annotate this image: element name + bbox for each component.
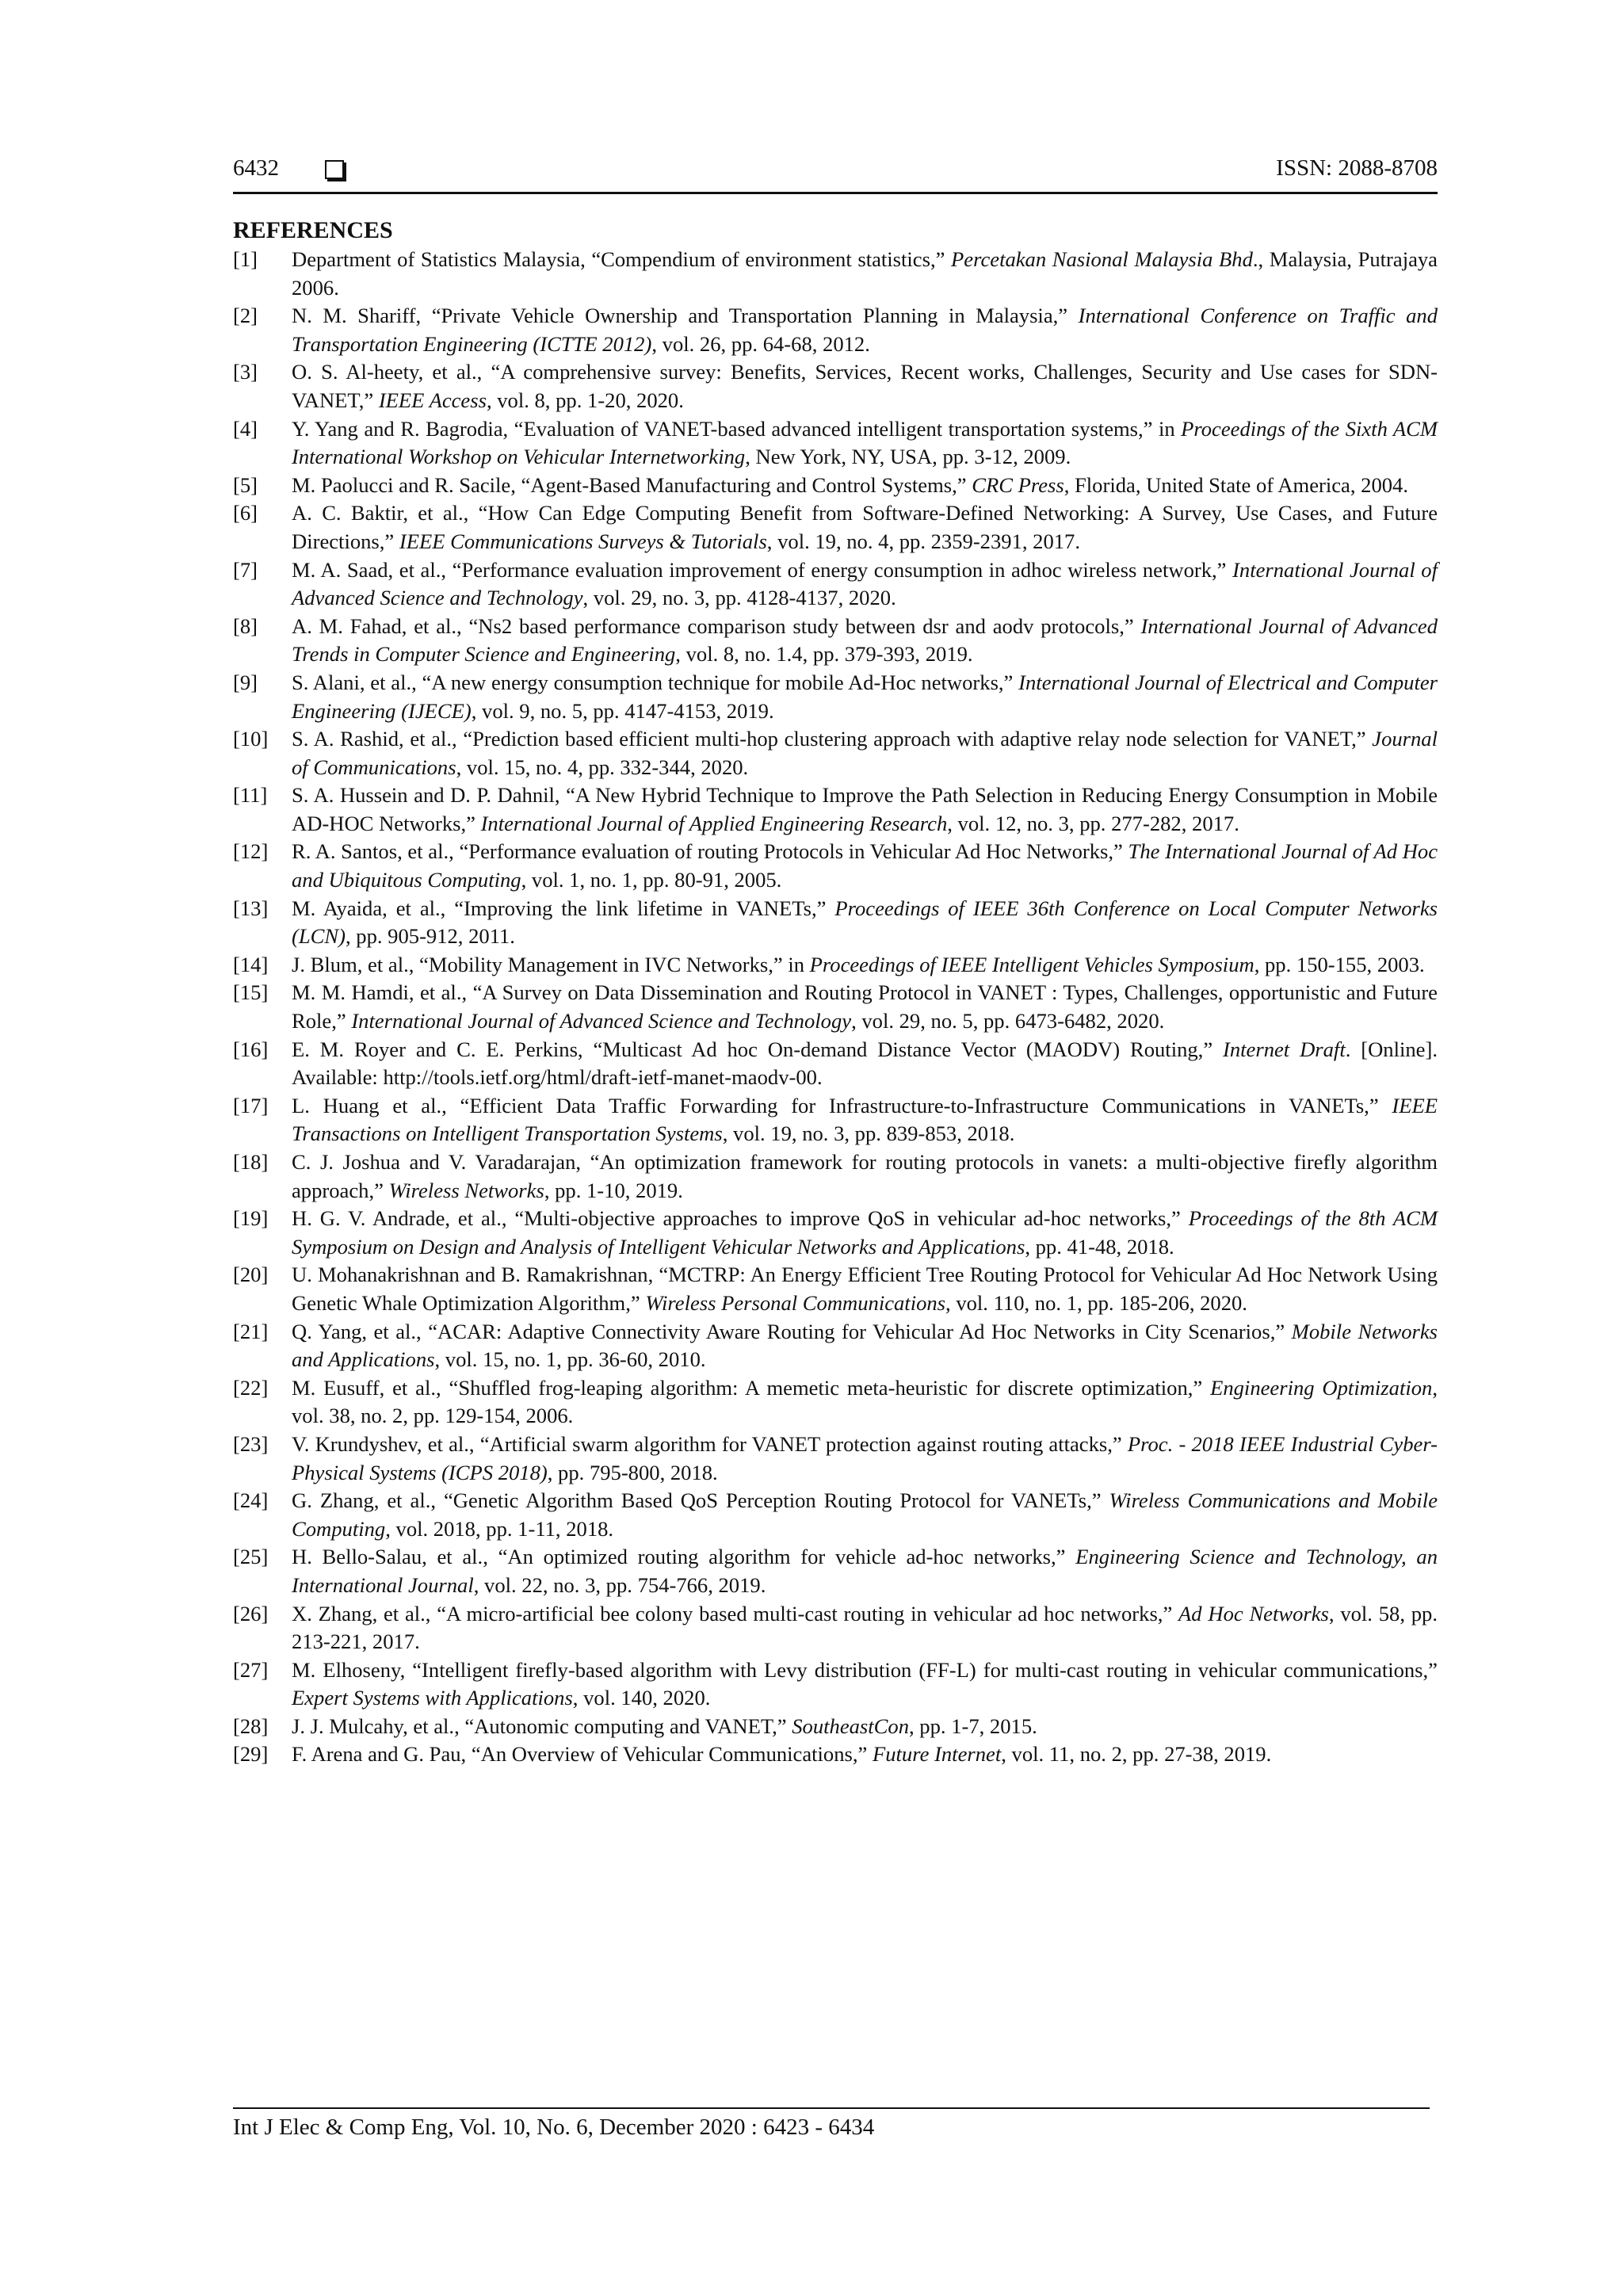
- reference-number: [4]: [233, 416, 258, 441]
- reference-number: [18]: [233, 1150, 269, 1174]
- page-footer: Int J Elec & Comp Eng, Vol. 10, No. 6, December 2020 : 6423 - 6434: [233, 2115, 875, 2140]
- reference-text: H. Bello-Salau, et al., “An optimized routing algorithm for vehicle ad-hoc networks,”: [292, 1545, 1076, 1569]
- reference-text: U. Mohanakrishnan and B. Ramakrishnan, “MCTRP: An Energy Efficient Tree Routing Protocol for Vehicular Ad Hoc Network Using Genetic Whale Optimization Algorithm,”: [292, 1263, 1438, 1315]
- reference-details: , pp. 150-155, 2003.: [1254, 952, 1425, 976]
- reference-item: [233, 1261, 1438, 1317]
- reference-source: International Conference on Traffic and Transportation Engineering (ICTTE 2012): [292, 304, 1438, 356]
- reference-number: [13]: [233, 896, 269, 920]
- reference-details: , vol. 19, no. 3, pp. 839-853, 2018.: [722, 1121, 1015, 1146]
- reference-text: X. Zhang, et al., “A micro-artificial bee colony based multi-cast routing in vehicular ad hoc networks,”: [292, 1601, 1179, 1626]
- reference-item: [233, 1543, 1438, 1599]
- reference-number: [3]: [233, 360, 258, 384]
- reference-source: Journal of Communications: [292, 727, 1438, 779]
- reference-text: L. Huang et al., “Efficient Data Traffic Forwarding for Infrastructure-to-Infrastructure Communications in VANETs,”: [292, 1093, 1392, 1117]
- reference-number: [25]: [233, 1545, 269, 1569]
- reference-number: [21]: [233, 1319, 269, 1343]
- references-section: [233, 217, 1438, 1769]
- reference-number: [11]: [233, 783, 268, 808]
- reference-details: , vol. 58, pp. 213-221, 2017.: [292, 1601, 1438, 1654]
- reference-source: IEEE Transactions on Intelligent Transportation Systems: [292, 1093, 1438, 1146]
- reference-item: [233, 1374, 1438, 1431]
- reference-details: , Florida, United State of America, 2004.: [1064, 472, 1408, 497]
- reference-item: [233, 1656, 1438, 1713]
- reference-item: [233, 838, 1438, 894]
- reference-source: Proceedings of the 8th ACM Symposium on Design and Analysis of Intelligent Vehicular Networks and Applications: [292, 1206, 1438, 1259]
- reference-details: , vol. 110, no. 1, pp. 185-206, 2020.: [945, 1290, 1247, 1315]
- reference-text: O. S. Al-heety, et al., “A comprehensive survey: Benefits, Services, Recent works, Challenges, Security and Use cases for SDN-VANET,”: [292, 360, 1438, 412]
- reference-text: V. Krundyshev, et al., “Artificial swarm algorithm for VANET protection against routing attacks,”: [292, 1431, 1128, 1456]
- issn-label: ISSN: 2088-8708: [1276, 155, 1438, 181]
- reference-number: [27]: [233, 1657, 269, 1682]
- reference-text: E. M. Royer and C. E. Perkins, “Multicast Ad hoc On-demand Distance Vector (MAODV) Routing,”: [292, 1037, 1224, 1061]
- reference-text: M. Ayaida, et al., “Improving the link lifetime in VANETs,”: [292, 896, 835, 920]
- reference-details: , New York, NY, USA, pp. 3-12, 2009.: [745, 445, 1071, 469]
- reference-number: [20]: [233, 1263, 269, 1287]
- reference-details: , vol. 26, pp. 64-68, 2012.: [651, 331, 870, 356]
- reference-details: ., Malaysia, Putrajaya 2006.: [292, 247, 1438, 300]
- reference-text: M. Paolucci and R. Sacile, “Agent-Based Manufacturing and Control Systems,”: [292, 472, 972, 497]
- reference-details: , vol. 11, no. 2, pp. 27-38, 2019.: [1001, 1742, 1272, 1767]
- reference-source: IEEE Communications Surveys & Tutorials: [399, 529, 767, 553]
- reference-text: A. C. Baktir, et al., “How Can Edge Computing Benefit from Software-Defined Networking: A Survey, Use Cases, and Future Directions,”: [292, 501, 1438, 553]
- reference-number: [17]: [233, 1093, 269, 1117]
- reference-number: [28]: [233, 1713, 269, 1738]
- reference-details: , vol. 29, no. 3, pp. 4128-4137, 2020.: [582, 586, 896, 610]
- reference-source: Percetakan Nasional Malaysia Bhd: [951, 247, 1253, 271]
- reference-list: [233, 246, 1438, 1769]
- reference-number: [29]: [233, 1742, 269, 1767]
- reference-text: M. M. Hamdi, et al., “A Survey on Data Dissemination and Routing Protocol in VANET : Types, Challenges, opportunistic and Future Role,”: [292, 980, 1438, 1033]
- reference-number: [16]: [233, 1037, 269, 1061]
- reference-item: [233, 613, 1438, 669]
- reference-source: International Journal of Advanced Trends in Computer Science and Engineering: [292, 613, 1438, 667]
- reference-item: [233, 246, 1438, 302]
- reference-details: , vol. 1, no. 1, pp. 80-91, 2005.: [521, 868, 782, 892]
- reference-item: [233, 1205, 1438, 1261]
- reference-text: S. A. Rashid, et al., “Prediction based efficient multi-hop clustering approach with adaptive relay node selection for VANET,”: [292, 727, 1373, 751]
- reference-source: Wireless Communications and Mobile Computing: [292, 1488, 1438, 1541]
- reference-item: [233, 951, 1438, 980]
- reference-text: F. Arena and G. Pau, “An Overview of Vehicular Communications,”: [292, 1742, 873, 1767]
- reference-text: Q. Yang, et al., “ACAR: Adaptive Connectivity Aware Routing for Vehicular Ad Hoc Networks in City Scenarios,”: [292, 1319, 1292, 1343]
- reference-details: , vol. 29, no. 5, pp. 6473-6482, 2020.: [851, 1009, 1165, 1033]
- reference-item: [233, 1713, 1438, 1741]
- reference-details: , vol. 8, pp. 1-20, 2020.: [486, 388, 684, 412]
- reference-details: , vol. 8, no. 1.4, pp. 379-393, 2019.: [675, 642, 973, 667]
- reference-source: Engineering Optimization: [1210, 1375, 1433, 1400]
- reference-number: [1]: [233, 247, 258, 271]
- reference-number: [19]: [233, 1206, 269, 1231]
- reference-item: [233, 979, 1438, 1035]
- reference-number: [6]: [233, 501, 258, 525]
- reference-details: , pp. 41-48, 2018.: [1025, 1234, 1174, 1259]
- reference-source: International Journal of Advanced Science and Technology: [351, 1009, 852, 1033]
- reference-text: M. A. Saad, et al., “Performance evaluation improvement of energy consumption in adhoc wireless network,”: [292, 557, 1233, 582]
- reference-text: J. Blum, et al., “Mobility Management in IVC Networks,” in: [292, 952, 810, 976]
- reference-source: International Journal of Applied Engineering Research: [480, 811, 948, 835]
- reference-details: , vol. 140, 2020.: [572, 1686, 711, 1710]
- reference-item: [233, 499, 1438, 556]
- reference-number: [10]: [233, 727, 269, 751]
- checkbox-square-icon: [325, 160, 344, 179]
- reference-item: [233, 895, 1438, 951]
- reference-source: Proc. - 2018 IEEE Industrial Cyber-Physical Systems (ICPS 2018): [292, 1431, 1438, 1484]
- reference-source: Wireless Networks: [388, 1178, 544, 1202]
- reference-text: M. Elhoseny, “Intelligent firefly-based algorithm with Levy distribution (FF-L) for multi-cast routing in vehicular communications,”: [292, 1657, 1438, 1682]
- reference-text: H. G. V. Andrade, et al., “Multi-objective approaches to improve QoS in vehicular ad-hoc networks,”: [292, 1206, 1189, 1231]
- reference-text: Department of Statistics Malaysia, “Compendium of environment statistics,”: [292, 247, 952, 271]
- reference-number: [7]: [233, 557, 258, 582]
- reference-source: Wireless Personal Communications: [645, 1290, 946, 1315]
- reference-number: [8]: [233, 613, 258, 638]
- reference-text: G. Zhang, et al., “Genetic Algorithm Based QoS Perception Routing Protocol for VANETs,”: [292, 1488, 1109, 1513]
- reference-details: , vol. 22, no. 3, pp. 754-766, 2019.: [473, 1572, 766, 1597]
- reference-number: [5]: [233, 472, 258, 497]
- reference-source: IEEE Access: [378, 388, 487, 412]
- footer-rule: [233, 2107, 1430, 2109]
- reference-text: R. A. Santos, et al., “Performance evaluation of routing Protocols in Vehicular Ad Hoc Networks,”: [292, 839, 1128, 864]
- reference-item: [233, 1431, 1438, 1487]
- reference-text: M. Eusuff, et al., “Shuffled frog-leaping algorithm: A memetic meta-heuristic for discrete optimization,”: [292, 1375, 1211, 1400]
- reference-item: [233, 472, 1438, 500]
- reference-text: N. M. Shariff, “Private Vehicle Ownership and Transportation Planning in Malaysia,”: [292, 304, 1079, 328]
- reference-item: [233, 1036, 1438, 1092]
- reference-source: International Journal of Electrical and Computer Engineering (IJECE): [292, 670, 1438, 723]
- reference-details: , vol. 12, no. 3, pp. 277-282, 2017.: [947, 811, 1239, 835]
- reference-source: Mobile Networks and Applications: [292, 1319, 1438, 1372]
- reference-details: , pp. 1-10, 2019.: [544, 1178, 683, 1202]
- reference-source: Future Internet: [872, 1742, 1002, 1767]
- reference-source: Ad Hoc Networks: [1178, 1601, 1329, 1626]
- reference-item: [233, 669, 1438, 725]
- reference-number: [15]: [233, 980, 269, 1005]
- reference-item: [233, 1148, 1438, 1205]
- page-header: [233, 155, 1438, 187]
- reference-item: [233, 302, 1438, 358]
- reference-details: , pp. 1-7, 2015.: [909, 1713, 1037, 1738]
- reference-details: , vol. 19, no. 4, pp. 2359-2391, 2017.: [766, 529, 1081, 553]
- reference-source: Proceedings of IEEE 36th Conference on Local Computer Networks (LCN): [292, 896, 1438, 949]
- reference-item: [233, 1318, 1438, 1374]
- reference-number: [2]: [233, 304, 258, 328]
- reference-item: [233, 415, 1438, 472]
- reference-source: Engineering Science and Technology, an International Journal: [292, 1545, 1438, 1597]
- reference-details: . [Online]. Available: http://tools.ietf.org/html/draft-ietf-manet-maodv-00.: [292, 1037, 1438, 1090]
- reference-source: Proceedings of the Sixth ACM International Workshop on Vehicular Internetworking: [292, 416, 1438, 469]
- reference-number: [14]: [233, 952, 269, 976]
- reference-source: The International Journal of Ad Hoc and Ubiquitous Computing: [292, 839, 1438, 892]
- reference-text: J. J. Mulcahy, et al., “Autonomic computing and VANET,”: [292, 1713, 792, 1738]
- reference-number: [9]: [233, 670, 258, 694]
- reference-source: Internet Draft: [1223, 1037, 1346, 1061]
- reference-item: [233, 781, 1438, 838]
- reference-item: [233, 358, 1438, 415]
- reference-item: [233, 1487, 1438, 1543]
- reference-item: [233, 1092, 1438, 1148]
- reference-details: , vol. 2018, pp. 1-11, 2018.: [385, 1516, 614, 1541]
- reference-text: A. M. Fahad, et al., “Ns2 based performance comparison study between dsr and aodv protocols,”: [292, 613, 1141, 638]
- reference-text: S. A. Hussein and D. P. Dahnil, “A New Hybrid Technique to Improve the Path Selection in Reducing Energy Consumption in Mobile AD-HOC Networks,”: [292, 783, 1438, 835]
- reference-text: C. J. Joshua and V. Varadarajan, “An optimization framework for routing protocols in vanets: a multi-objective firefly algorithm approach,”: [292, 1150, 1438, 1202]
- reference-number: [26]: [233, 1601, 269, 1626]
- reference-source: Proceedings of IEEE Intelligent Vehicles Symposium: [809, 952, 1254, 976]
- reference-source: SoutheastCon: [792, 1713, 909, 1738]
- reference-number: [24]: [233, 1488, 269, 1513]
- header-rule: [233, 192, 1438, 194]
- reference-details: , vol. 15, no. 1, pp. 36-60, 2010.: [434, 1347, 706, 1372]
- reference-item: [233, 556, 1438, 613]
- reference-source: CRC Press: [972, 472, 1064, 497]
- reference-number: [22]: [233, 1375, 269, 1400]
- reference-details: , pp. 795-800, 2018.: [547, 1460, 718, 1484]
- reference-item: [233, 725, 1438, 781]
- reference-number: [23]: [233, 1431, 269, 1456]
- reference-details: , vol. 15, no. 4, pp. 332-344, 2020.: [456, 755, 749, 779]
- reference-details: , vol. 9, no. 5, pp. 4147-4153, 2019.: [471, 698, 774, 723]
- page-number: 6432: [233, 155, 279, 181]
- reference-item: [233, 1600, 1438, 1656]
- reference-text: Y. Yang and R. Bagrodia, “Evaluation of VANET-based advanced intelligent transportation systems,” in: [292, 416, 1182, 441]
- reference-details: , pp. 905-912, 2011.: [345, 924, 515, 949]
- reference-details: , vol. 38, no. 2, pp. 129-154, 2006.: [292, 1375, 1438, 1428]
- section-title: REFERENCES: [233, 217, 393, 243]
- reference-text: S. Alani, et al., “A new energy consumption technique for mobile Ad-Hoc networks,”: [292, 670, 1019, 694]
- reference-source: International Journal of Advanced Science and Technology: [292, 557, 1438, 610]
- reference-number: [12]: [233, 839, 269, 864]
- reference-item: [233, 1740, 1438, 1769]
- reference-source: Expert Systems with Applications: [292, 1686, 573, 1710]
